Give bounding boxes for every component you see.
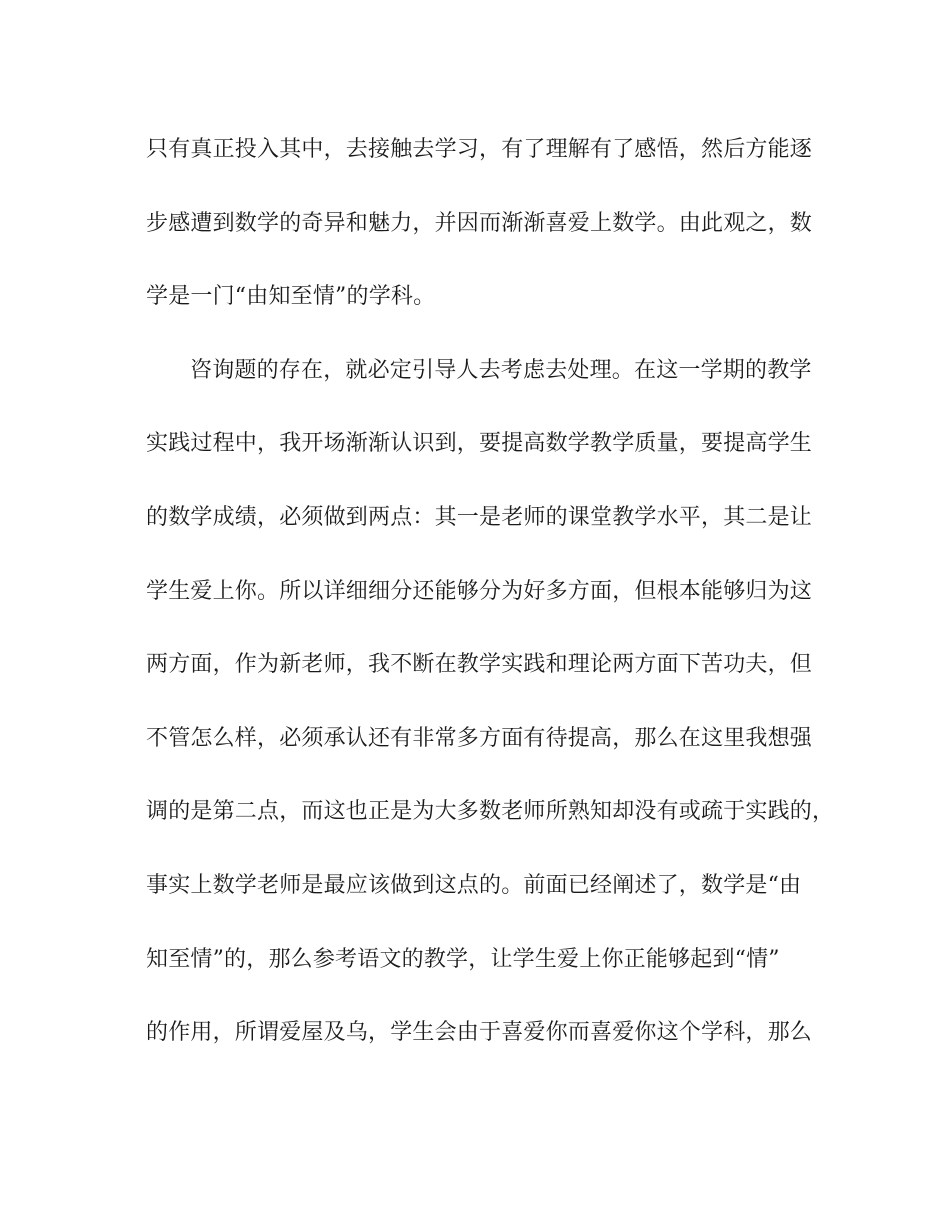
text-line: 不管怎么样，必须承认还有非常多方面有待提高，那么在这里我想强	[146, 725, 813, 751]
text-line: 两方面，作为新老师，我不断在教学实践和理论两方面下苦功夫，但	[146, 652, 813, 678]
text-line: 的数学成绩，必须做到两点：其一是老师的课堂教学水平，其二是让	[146, 504, 813, 530]
text-line: 学是一门“由知至情”的学科。	[146, 284, 436, 310]
text-line: 的作用，所谓爱屋及乌，学生会由于喜爱你而喜爱你这个学科，那么	[146, 1020, 813, 1046]
text-line: 实践过程中，我开场渐渐认识到，要提高数学教学质量，要提高学生	[146, 431, 813, 457]
text-line: 事实上数学老师是最应该做到这点的。前面已经阐述了，数学是“由	[146, 872, 802, 898]
body-text	[146, 137, 835, 1095]
text-line: 知至情”的，那么参考语文的教学，让学生爱上你正能够起到“情”	[146, 946, 780, 972]
text-line: 学生爱上你。所以详细细分还能够分为好多方面，但根本能够归为这	[146, 578, 813, 604]
text-line: 只有真正投入其中，去接触去学习，有了理解有了感悟，然后方能逐	[146, 137, 813, 162]
paragraph-start-line: 咨询题的存在，就必定引导人去考虑去处理。在这一学期的教学	[190, 357, 812, 383]
text-line: 调的是第二点，而这也正是为大多数老师所熟知却没有或疏于实践的，	[146, 799, 835, 825]
text-line: 步感遭到数学的奇异和魅力，并因而渐渐喜爱上数学。由此观之，数	[146, 210, 813, 236]
